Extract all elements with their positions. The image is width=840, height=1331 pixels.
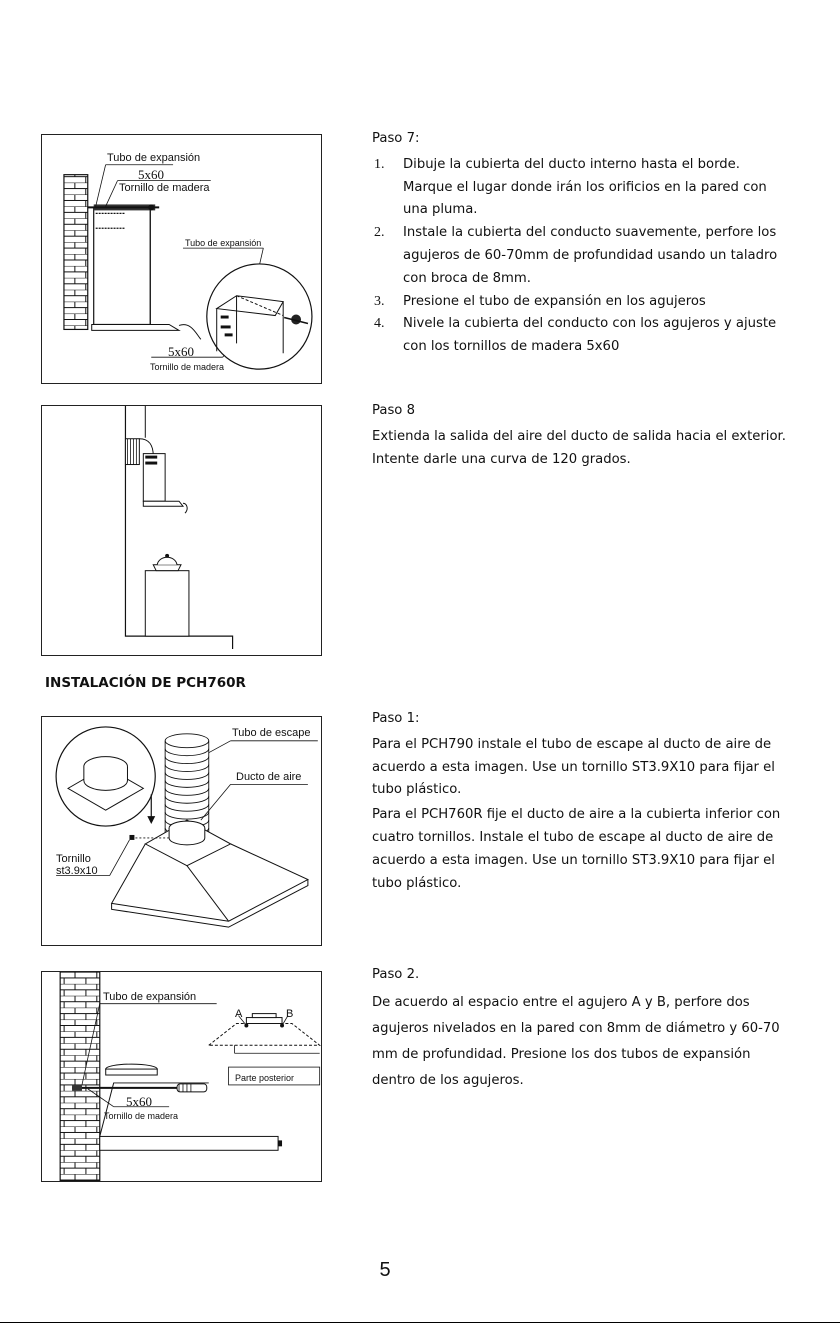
step2-body: De acuerdo al espacio entre el agujero A y B, perfore dos agujeros nivelados en la pared con 8mm de diámetro y 60-70 mm de profundidad. Presione los dos tubos de expansión dentro de los agujeros. <box>372 994 780 1088</box>
page-number: 5 <box>379 1259 391 1281</box>
label-point-b: B <box>286 1008 294 1020</box>
label-expansion-tube: Tubo de expansión <box>107 152 201 164</box>
bottom-rule <box>0 1322 840 1323</box>
label-point-a: A <box>235 1008 243 1020</box>
label-wood-screw: Tornillo de madera <box>104 1111 179 1121</box>
figure-step8-drawing <box>42 406 321 655</box>
step2-text <box>372 964 792 1094</box>
step7-item: 1. Dibuje la cubierta del ducto interno hasta el borde. Marque el lugar donde irán los orificios en la pared con una pluma. <box>374 156 767 218</box>
step1-heading: Paso 1: <box>372 711 420 726</box>
step8-body: Extienda la salida del aire del ducto de salida hacia el exterior. Intente darle una curva de 120 grados. <box>372 428 786 467</box>
label-exhaust-tube: Tubo de escape <box>232 727 311 739</box>
step2-heading: Paso 2. <box>372 967 420 982</box>
label-expansion-tube: Tubo de expansión <box>103 991 197 1003</box>
label-air-duct: Ducto de aire <box>236 771 302 783</box>
step7-text <box>372 128 792 359</box>
figure-step2 <box>41 971 322 1182</box>
label-back-side: Parte posterior <box>235 1073 295 1083</box>
step1-text <box>372 708 792 895</box>
step7-item: 3. Presione el tubo de expansión en los agujeros <box>374 293 706 309</box>
label-wood-screw: Tornillo de madera <box>119 182 210 194</box>
figure-step8 <box>41 405 322 656</box>
step7-item: 2. Instale la cubierta del conducto suavemente, perfore los agujeros de 60-70mm de profundidad usando un taladro con broca de 8mm. <box>374 225 778 286</box>
section-title: INSTALACIÓN DE PCH760R <box>45 675 246 691</box>
label-screw: Tornillo <box>56 853 91 865</box>
label-expansion-tube-detail: Tubo de expansión <box>185 238 262 248</box>
step7-item: 4. Nivele la cubierta del conducto con los agujeros y ajuste con los tornillos de madera 5x60 <box>374 316 777 355</box>
step1-para1: Para el PCH790 instale el tubo de escape al ducto de aire de acuerdo a esta imagen. Use un tornillo ST3.9X10 para fijar el tubo plástico. <box>372 736 775 798</box>
label-screw-size-bottom: 5x60 <box>168 344 194 359</box>
label-screw-size: st3.9x10 <box>56 865 98 877</box>
step1-para2: Para el PCH760R fije el ducto de aire a la cubierta inferior con cuatro tornillos. Instale el tubo de escape al ducto de aire de acuerdo a esta imagen. Use un tornillo ST3.9X10 para fijar el tubo plástico. <box>372 807 781 891</box>
step8-text <box>372 400 792 471</box>
step7-heading: Paso 7: <box>372 131 420 146</box>
step7-list <box>372 154 792 359</box>
label-wood-screw-bottom: Tornillo de madera <box>150 362 225 372</box>
figure-step1 <box>41 716 322 946</box>
label-screw-size: 5x60 <box>138 167 164 182</box>
figure-step1-drawing <box>42 717 321 945</box>
figure-step7 <box>41 134 322 384</box>
step8-heading: Paso 8 <box>372 403 415 418</box>
label-screw-size: 5x60 <box>126 1094 152 1109</box>
